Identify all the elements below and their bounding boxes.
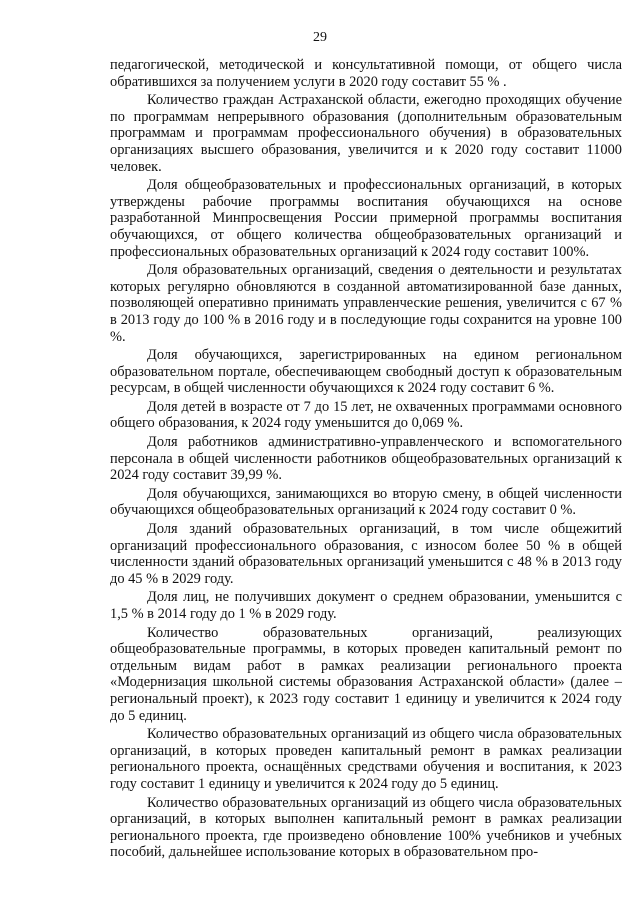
paragraph-4: Доля образовательных организаций, сведения о деятельности и результатах которых регулярно обновляются в созданной автоматизированной базе данных, позволяющей оперативно принимать управленческие решения, увеличится с 67 % в 2013 году до 100 % в 2016 году и в последующие годы сохранится на уровне 100 %.	[110, 262, 622, 345]
paragraph-6: Доля детей в возрасте от 7 до 15 лет, не охваченных программами основного общего образования, к 2024 году уменьшится до 0,069 %.	[110, 398, 622, 432]
paragraph-13: Количество образовательных организаций из общего числа образовательных организаций, в которых выполнен капитальный ремонт в рамках реализации регионального проекта, где произведено обновление 100% учебников и учебных пособий, дальнейшее использование которых в образовательном про-	[110, 794, 622, 861]
document-body	[110, 57, 622, 863]
paragraph-11: Количество образовательных организаций, реализующих общеобразовательные программы, в которых проведен капитальный ремонт по отдельным видам работ в рамках реализации регионального проекта «Модернизация школьной системы образования Астраханской области» (далее – региональный проект), к 2023 году составит 1 единицу и увеличится к 2024 году до 5 единиц.	[110, 624, 622, 724]
paragraph-12: Количество образовательных организаций из общего числа образовательных организаций, в которых проведен капитальный ремонт в рамках реализации регионального проекта, оснащённых средствами обучения и воспитания, к 2023 году составит 1 единицу и увеличится к 2024 году до 5 единиц.	[110, 726, 622, 792]
paragraph-8: Доля обучающихся, занимающихся во вторую смену, в общей численности обучающихся общеобразовательных организаций к 2024 году составит 0 %.	[110, 485, 622, 519]
paragraph-1: педагогической, методической и консультативной помощи, от общего числа обратившихся за получением услуги в 2020 году составит 55 % .	[110, 57, 622, 90]
paragraph-7: Доля работников административно-управленческого и вспомогательного персонала в общей численности работников общеобразовательных организаций к 2024 году составит 39,99 %.	[110, 434, 622, 484]
paragraph-3: Доля общеобразовательных и профессиональных организаций, в которых утверждены рабочие программы воспитания обучающихся на основе разработанной Минпросвещения России примерной программы воспитания обучающихся, от общего количества общеобразовательных организаций и профессиональных образовательных организаций к 2024 году составит 100%.	[110, 177, 622, 260]
paragraph-5: Доля обучающихся, зарегистрированных на едином региональном образовательном портале, обеспечивающем свободный доступ к образовательным ресурсам, в общей численности обучающихся к 2024 году составит 6 %.	[110, 347, 622, 397]
page-number: 29	[313, 30, 327, 45]
paragraph-2: Количество граждан Астраханской области, ежегодно проходящих обучение по программам непрерывного образования (дополнительным образовательным программам и программам профессионального обучения) в образовательных организациях высшего образования, увеличится и к 2020 году составит 11000 человек.	[110, 92, 622, 175]
paragraph-10: Доля лиц, не получивших документ о среднем образовании, уменьшится с 1,5 % в 2014 году до 1 % в 2029 году.	[110, 589, 622, 622]
paragraph-9: Доля зданий образовательных организаций, в том числе общежитий организаций профессионального образования, с износом более 50 % в общей численности зданий образовательных организаций уменьшится с 48 % в 2013 году до 45 % в 2029 году.	[110, 521, 622, 587]
